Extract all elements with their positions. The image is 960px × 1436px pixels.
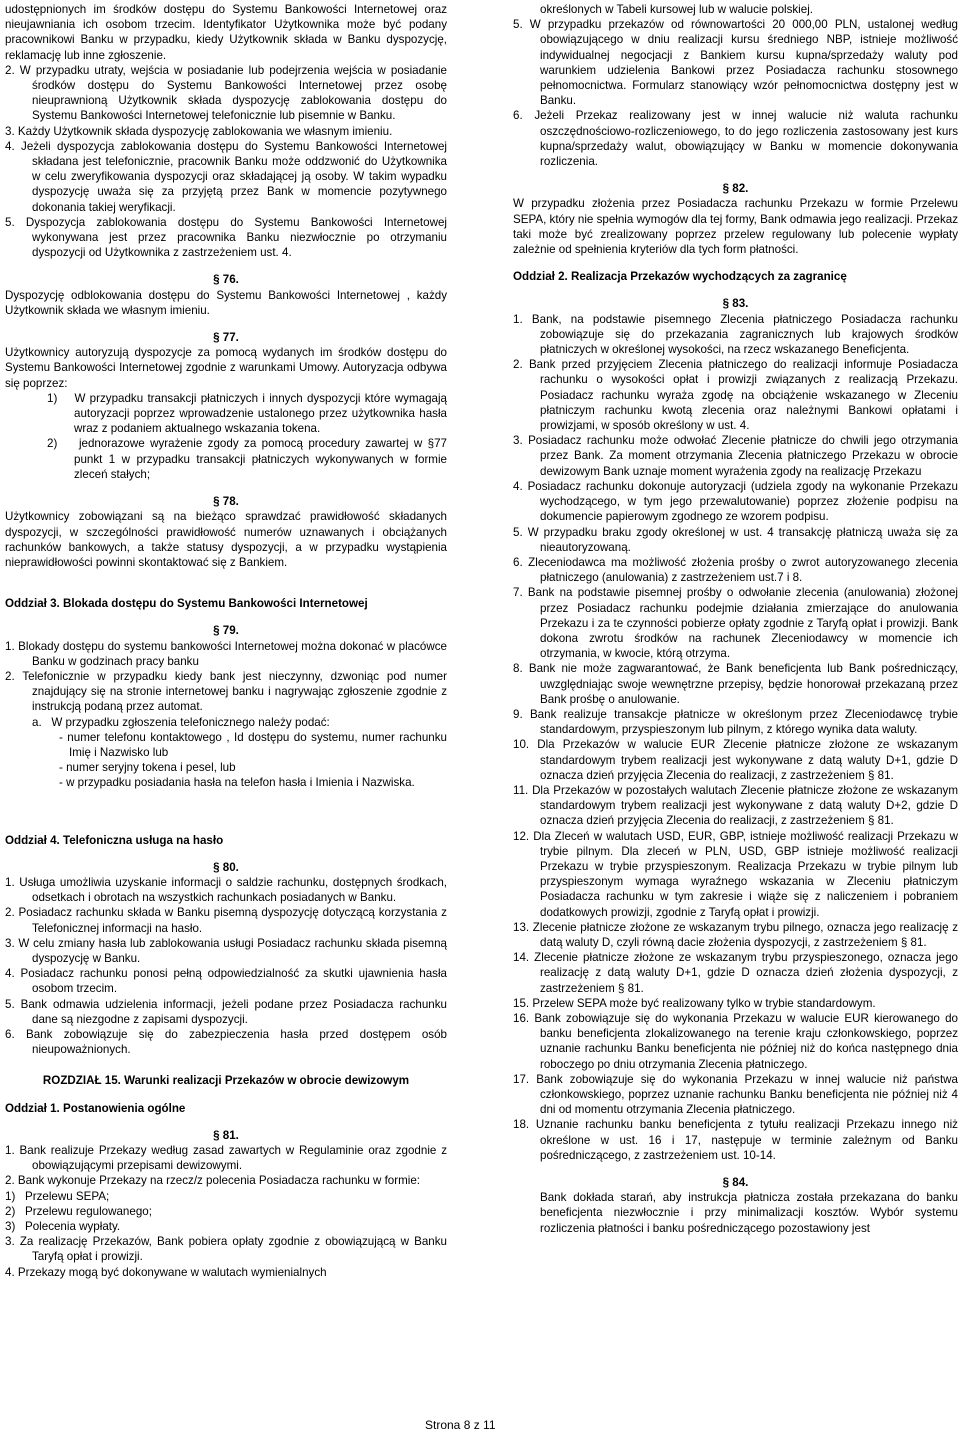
list-item: 16. Bank zobowiązuje się do wykonania Przekazu w walucie EUR kierowanego do banku beneficjenta zlokalizowanego na terenie kraju członkowskiego, poprzez uznanie rachunku Banku beneficjenta nie później niż do końca następnego dnia roboczego po dniu otrzymania Zlecenia płatniczego.: [513, 1012, 958, 1071]
list-item: 10. Dla Przekazów w walucie EUR Zlecenie płatnicze złożone ze wskazanym standardowym trybem realizacji jest wykonywane z datą waluty D+1, gdzie D oznacza dzień przyjęcia Zlecenia do realizacji, z zastrzeżeniem § 81.: [513, 738, 958, 782]
list-item: 2. Bank wykonuje Przekazy na rzecz/z polecenia Posiadacza rachunku w formie:: [5, 1174, 421, 1188]
division-4-heading: Oddział 4. Telefoniczna usługa na hasło: [5, 833, 224, 847]
list-item: 1) W przypadku transakcji płatniczych i innych dyspozycji które wymagają autoryzacji poprzez wprowadzenie ustalonego przez użytkownika hasła wraz z podaniem aktualnego wskazania tokena.: [47, 391, 448, 436]
continued-paragraph: udostępnionych im środków dostępu do Systemu Bankowości Internetowej oraz nieujawniania ich osobom trzecim. Identyfikator Użytkownika może być podany pracownikowi Banku w przypadku, kiedy Użytkownik składa w Banku dyspozycję, reklamację lub inne zgłoszenie.: [5, 3, 447, 62]
section-80-title: § 80.: [213, 860, 239, 874]
list-item: 14. Zlecenie płatnicze złożone ze wskazanym trybu przyspieszonego, oznacza jego realizację z datą waluty D+1, gdzie D oznacza dzień złożenia dyspozycji, z zastrzeżeniem § 81.: [513, 951, 958, 995]
list-item: 5. Bank odmawia udzielenia informacji, jeżeli podane przez Posiadacza rachunku dane są niezgodne z zapisami dyspozycji.: [5, 997, 447, 1026]
left-column: [5, 2, 447, 1280]
list-item: 4. Posiadacz rachunku ponosi pełną odpowiedzialność za skutki ujawnienia hasła osobom trzecim.: [5, 967, 447, 996]
list-item: 18. Uznanie rachunku banku beneficjenta z tytułu realizacji Przekazu innego niż określone w ust. 16 i 17, następuje w terminie zależnym od Banku pośredniczącego, z zastrzeżeniem ust. 10-14.: [513, 1118, 958, 1162]
list-item: 2. W przypadku utraty, wejścia w posiadanie lub podejrzenia wejścia w posiadanie środków dostępu do Systemu Bankowości Internetowej przez osobę nieuprawnioną Użytkownik składa dyspozycję zablokowania dostępu do Systemu Bankowości Internetowej telefonicznie lub pisemnie w Banku.: [5, 63, 447, 123]
list-item: 15. Przelew SEPA może być realizowany tylko w trybie standardowym.: [513, 996, 876, 1010]
division-3-heading: Oddział 3. Blokada dostępu do Systemu Bankowości Internetowej: [5, 597, 368, 611]
chapter-15-heading: ROZDZIAŁ 15. Warunki realizacji Przekazów w obrocie dewizowym: [42, 1074, 410, 1088]
list-item: 3. Każdy Użytkownik składa dyspozycję zablokowania we własnym imieniu.: [5, 124, 393, 138]
list-item: 9. Bank realizuje transakcje płatnicze w określonym przez Zleceniodawcę trybie standardowym, przyspieszonym lub pilnym, z którego wynika data waluty.: [513, 707, 958, 737]
list-item: 5. Dyspozycja zablokowania dostępu do Systemu Bankowości Internetowej wykonywana jest przez pracownika Banku niezwłocznie po otrzymaniu dyspozycji od Użytkownika z zastrzeżeniem ust. 4.: [5, 215, 447, 260]
section-82-text: W przypadku złożenia przez Posiadacza rachunku Przekazu w formie Przelewu SEPA, który nie spełnia wymogów dla tej formy, Bank odmawia jego realizacji. Przekaz taki może być zrealizowany poprzez przelew regulowany lub polecenie wypłaty zależnie od spełnienia kryteriów dla tych form płatności.: [513, 197, 958, 257]
list-item: 17. Bank zobowiązuje się do wykonania Przekazu w innej walucie niż państwa członkowskiego, poprzez uznanie rachunku Banku beneficjenta nie później niż 4 dni od momentu otrzymania Zlecenia płatniczego.: [513, 1072, 958, 1117]
list-item: 2. Posiadacz rachunku składa w Banku pisemną dyspozycję dotyczącą korzystania z Telefonicznej informacji na hasło.: [5, 906, 447, 935]
page-number: Strona 8 z 11: [425, 1418, 496, 1432]
list-item: 6. Jeżeli Przekaz realizowany jest w innej walucie niż waluta rachunku oszczędnościowo-rozliczeniowego, to do jego rozliczenia zastosowany jest kurs kupna/sprzedaży walut, obowiązujący w Banku w momencie dokonywania rozliczenia.: [513, 109, 958, 169]
section-84-text: Bank dokłada starań, aby instrukcja płatnicza została przekazana do banku beneficjenta niezwłocznie i przy minimalizacji kosztów. Wybór systemu rozliczenia płatności i banku pośredniczącego pozostawiony jest: [540, 1191, 958, 1235]
list-item: 2. Bank przed przyjęciem Zlecenia płatniczego do realizacji informuje Posiadacza rachunku o wysokości opłat i prowizji związanych z realizacją Przekazu. Posiadacz rachunku wyraża zgodę na obciążenie wskazanego w Zleceniu płatniczym rachunku kwotą zlecenia oraz należnymi Bankowi opłatami i prowizjami, w sposób określony w ust. 4.: [513, 358, 958, 433]
section-83-title: § 83.: [722, 297, 749, 311]
list-item: 4. Przekazy mogą być dokonywane w walutach wymienialnych: [5, 1265, 327, 1279]
list-item: 2) jednorazowe wyrażenie zgody za pomocą procedury zawartej w §77 punkt 1 w przypadku transakcji płatniczych wykonywanych w formie zleceń stałych;: [47, 437, 447, 481]
list-item: 6. Zleceniodawca ma możliwość złożenia prośby o zwrot autoryzowanego zlecenia płatniczego (anulowania) z zastrzeżeniem ust.7 i 8.: [513, 555, 958, 585]
section-78-text: Użytkownicy zobowiązani są na bieżąco sprawdzać prawidłowość składanych dyspozycji, w szczególności prawidłowość numerów uznawanych i obciążanych rachunków bankowych, a także statusy dyspozycji, a w przypadku wystąpienia nieprawidłowości powinni skontaktować się z Bankiem.: [5, 510, 447, 569]
section-84-title: § 84.: [722, 1176, 749, 1190]
list-item: 1. Bank, na podstawie pisemnego Zlecenia płatniczego Posiadacza rachunku zobowiązuje się do przekazania zagranicznych lub krajowych środków płatniczych w określonej wysokości, na rzecz wskazanego Beneficjenta.: [513, 312, 958, 357]
continued-paragraph: określonych w Tabeli kursowej lub w walucie polskiej.: [540, 3, 814, 16]
list-item: - numer seryjny tokena i pesel, lub: [59, 761, 236, 775]
list-item: - numer telefonu kontaktowego , Id dostępu do systemu, numer rachunku Imię i Nazwisko lub: [59, 730, 447, 759]
paragraph-75-items: [5, 63, 447, 261]
list-item: 5. W przypadku przekazów od równowartości 20 000,00 PLN, ustalonej według obowiązującego w dniu realizacji kursu średniego NBP, istnieje możliwość indywidualnej negocjacji z Bankiem kursu kupna/sprzedaży waluty pod warunkiem udzielenia Bankowi przez Posiadacza rachunku stosownego pełnomocnictwa. Formularz stanowiący wzór pełnomocnictwa dostępny jest w Banku.: [513, 18, 958, 108]
list-item: 3) Polecenia wypłaty.: [5, 1220, 121, 1234]
section-77-title: § 77.: [213, 331, 239, 345]
section-78-title: § 78.: [213, 495, 239, 509]
list-item: 8. Bank nie może zagwarantować, że Bank beneficjenta lub Bank pośredniczący, uwzględniając swoje wewnętrzne przepisy, będzie honorował przekazaną przez Bank prośbę o anulowanie.: [513, 662, 959, 706]
division-1-heading: Oddział 1. Postanowienia ogólne: [5, 1101, 186, 1115]
list-item: 1) Przelewu SEPA;: [5, 1189, 110, 1203]
list-item: 1. Bank realizuje Przekazy według zasad zawartych w Regulaminie oraz zgodnie z obowiązującymi przepisami dewizowymi.: [5, 1144, 447, 1173]
section-76-text: Dyspozycję odblokowania dostępu do Systemu Bankowości Internetowej , każdy Użytkownik składa we własnym imieniu.: [5, 288, 447, 317]
list-item: 2) Przelewu regulowanego;: [5, 1204, 152, 1218]
list-item: 3. Posiadacz rachunku może odwołać Zlecenie płatnicze do chwili jego otrzymania przez Bank. Za moment otrzymania Zlecenia płatniczego Przekazu w obrocie dewizowym Bank uznaje moment wyrażenia zgody na realizację Przekazu: [513, 434, 958, 478]
section-82-title: § 82.: [722, 182, 749, 196]
right-column: [513, 2, 958, 1236]
list-item: 3. W celu zmiany hasła lub zablokowania usługi Posiadacz rachunku składa pisemną dyspozycję w Banku.: [5, 936, 447, 965]
section-79-title: § 79.: [213, 624, 239, 638]
list-item: 7. Bank na podstawie pisemnej prośby o odwołanie zlecenia (anulowania) złożonej przez Posiadacz rachunku podejmie działania zmierzające do anulowania Przekazu i za te czynności pobierze opłaty zgodnie z Taryfą opłat i prowizji. Bank dokona zwrotu środków na rachunek Zleceniodawcy w momencie ich otrzymania, w kwocie, którą otrzyma.: [513, 586, 958, 661]
list-item: 4. Jeżeli dyspozycja zablokowania dostępu do Systemu Bankowości Internetowej składana jest telefonicznie, pracownik Banku może oddzwonić do Użytkownika w celu zweryfikowania dyspozycji oraz składającej ją osoby. W takim wypadku dyspozycję uważa się za przyjętą przez Bank w momencie pozytywnego dokonania takiej weryfikacji.: [5, 139, 447, 214]
list-item: - w przypadku posiadania hasła na telefon hasła i Imienia i Nazwiska.: [59, 776, 415, 790]
list-item: 6. Bank zobowiązuje się do zabezpieczenia hasła przed dostępem osób nieupoważnionych.: [5, 1027, 447, 1057]
list-item: 3. Za realizację Przekazów, Bank pobiera opłaty zgodnie z obowiązującą w Banku Taryfą opłat i prowizji.: [5, 1235, 447, 1264]
list-item: 11. Dla Przekazów w pozostałych walutach Zlecenie płatnicze złożone ze wskazanym standardowym trybem realizacji jest wykonywane z datą waluty D+2, gdzie D oznacza dzień przyjęcia Zlecenia do realizacji, z zastrzeżeniem § 81.: [513, 783, 958, 828]
list-item: 12. Dla Zleceń w walutach USD, EUR, GBP, istnieje możliwość realizacji Przekazu w trybie pilnym. Dla zleceń w PLN, USD, GBP istnieje możliwość realizacji Przekazu w trybie przyspieszonym. Realizacja Przekazu w trybie pilnym lub przyspieszonym wymaga wyraźnego wskazania w Zleceniu płatniczym Posiadacza rachunku w tym zakresie i wiąże się z naliczeniem i pobraniem dodatkowych prowizji, zgodnie z Taryfą opłat i prowizji.: [513, 829, 958, 919]
list-item: 2. Telefonicznie w przypadku kiedy bank jest nieczynny, dzwoniąc pod numer znajdujący się na stronie internetowej banku i nagrywając zgłoszenie zgodnie z instrukcją podaną przez automat.: [5, 669, 447, 714]
section-77-text: Użytkownicy autoryzują dyspozycje za pomocą wydanych im środków dostępu do Systemu Bankowości Internetowej zgodnie z warunkami Umowy. Autoryzacja odbywa się poprzez:: [5, 346, 447, 390]
section-83-list: [513, 312, 958, 1163]
division-2-heading: Oddział 2. Realizacja Przekazów wychodzących za zagranicę: [513, 270, 847, 284]
list-item: 13. Zlecenie płatnicze złożone ze wskazanym trybu pilnego, oznacza jego realizację z datą waluty D, czyli równą dacie złożenia dyspozycji, z zastrzeżeniem § 81.: [513, 920, 958, 949]
list-item: 5. W przypadku braku zgody określonej w ust. 4 transakcję płatniczą uważa się za nieautoryzowaną.: [513, 525, 958, 554]
list-item: 1. Usługa umożliwia uzyskanie informacji o saldzie rachunku, dostępnych środkach, odsetkach i obrotach na wszystkich rachunkach posiadanych w Banku.: [5, 875, 447, 905]
section-81-title: § 81.: [213, 1128, 239, 1142]
list-item: 4. Posiadacz rachunku dokonuje autoryzacji (udziela zgody na wykonanie Przekazu wychodzącego, w tym jego przewalutowanie) poprzez złożenie podpisu na dokumencie papierowym zgodnego ze wzorem podpisu.: [513, 479, 958, 524]
list-item: 1. Blokady dostępu do systemu bankowości Internetowej można dokonać w placówce Banku w godzinach pracy banku: [5, 639, 447, 668]
section-76-title: § 76.: [213, 273, 239, 287]
list-item: a. W przypadku zgłoszenia telefonicznego należy podać:: [32, 715, 330, 729]
